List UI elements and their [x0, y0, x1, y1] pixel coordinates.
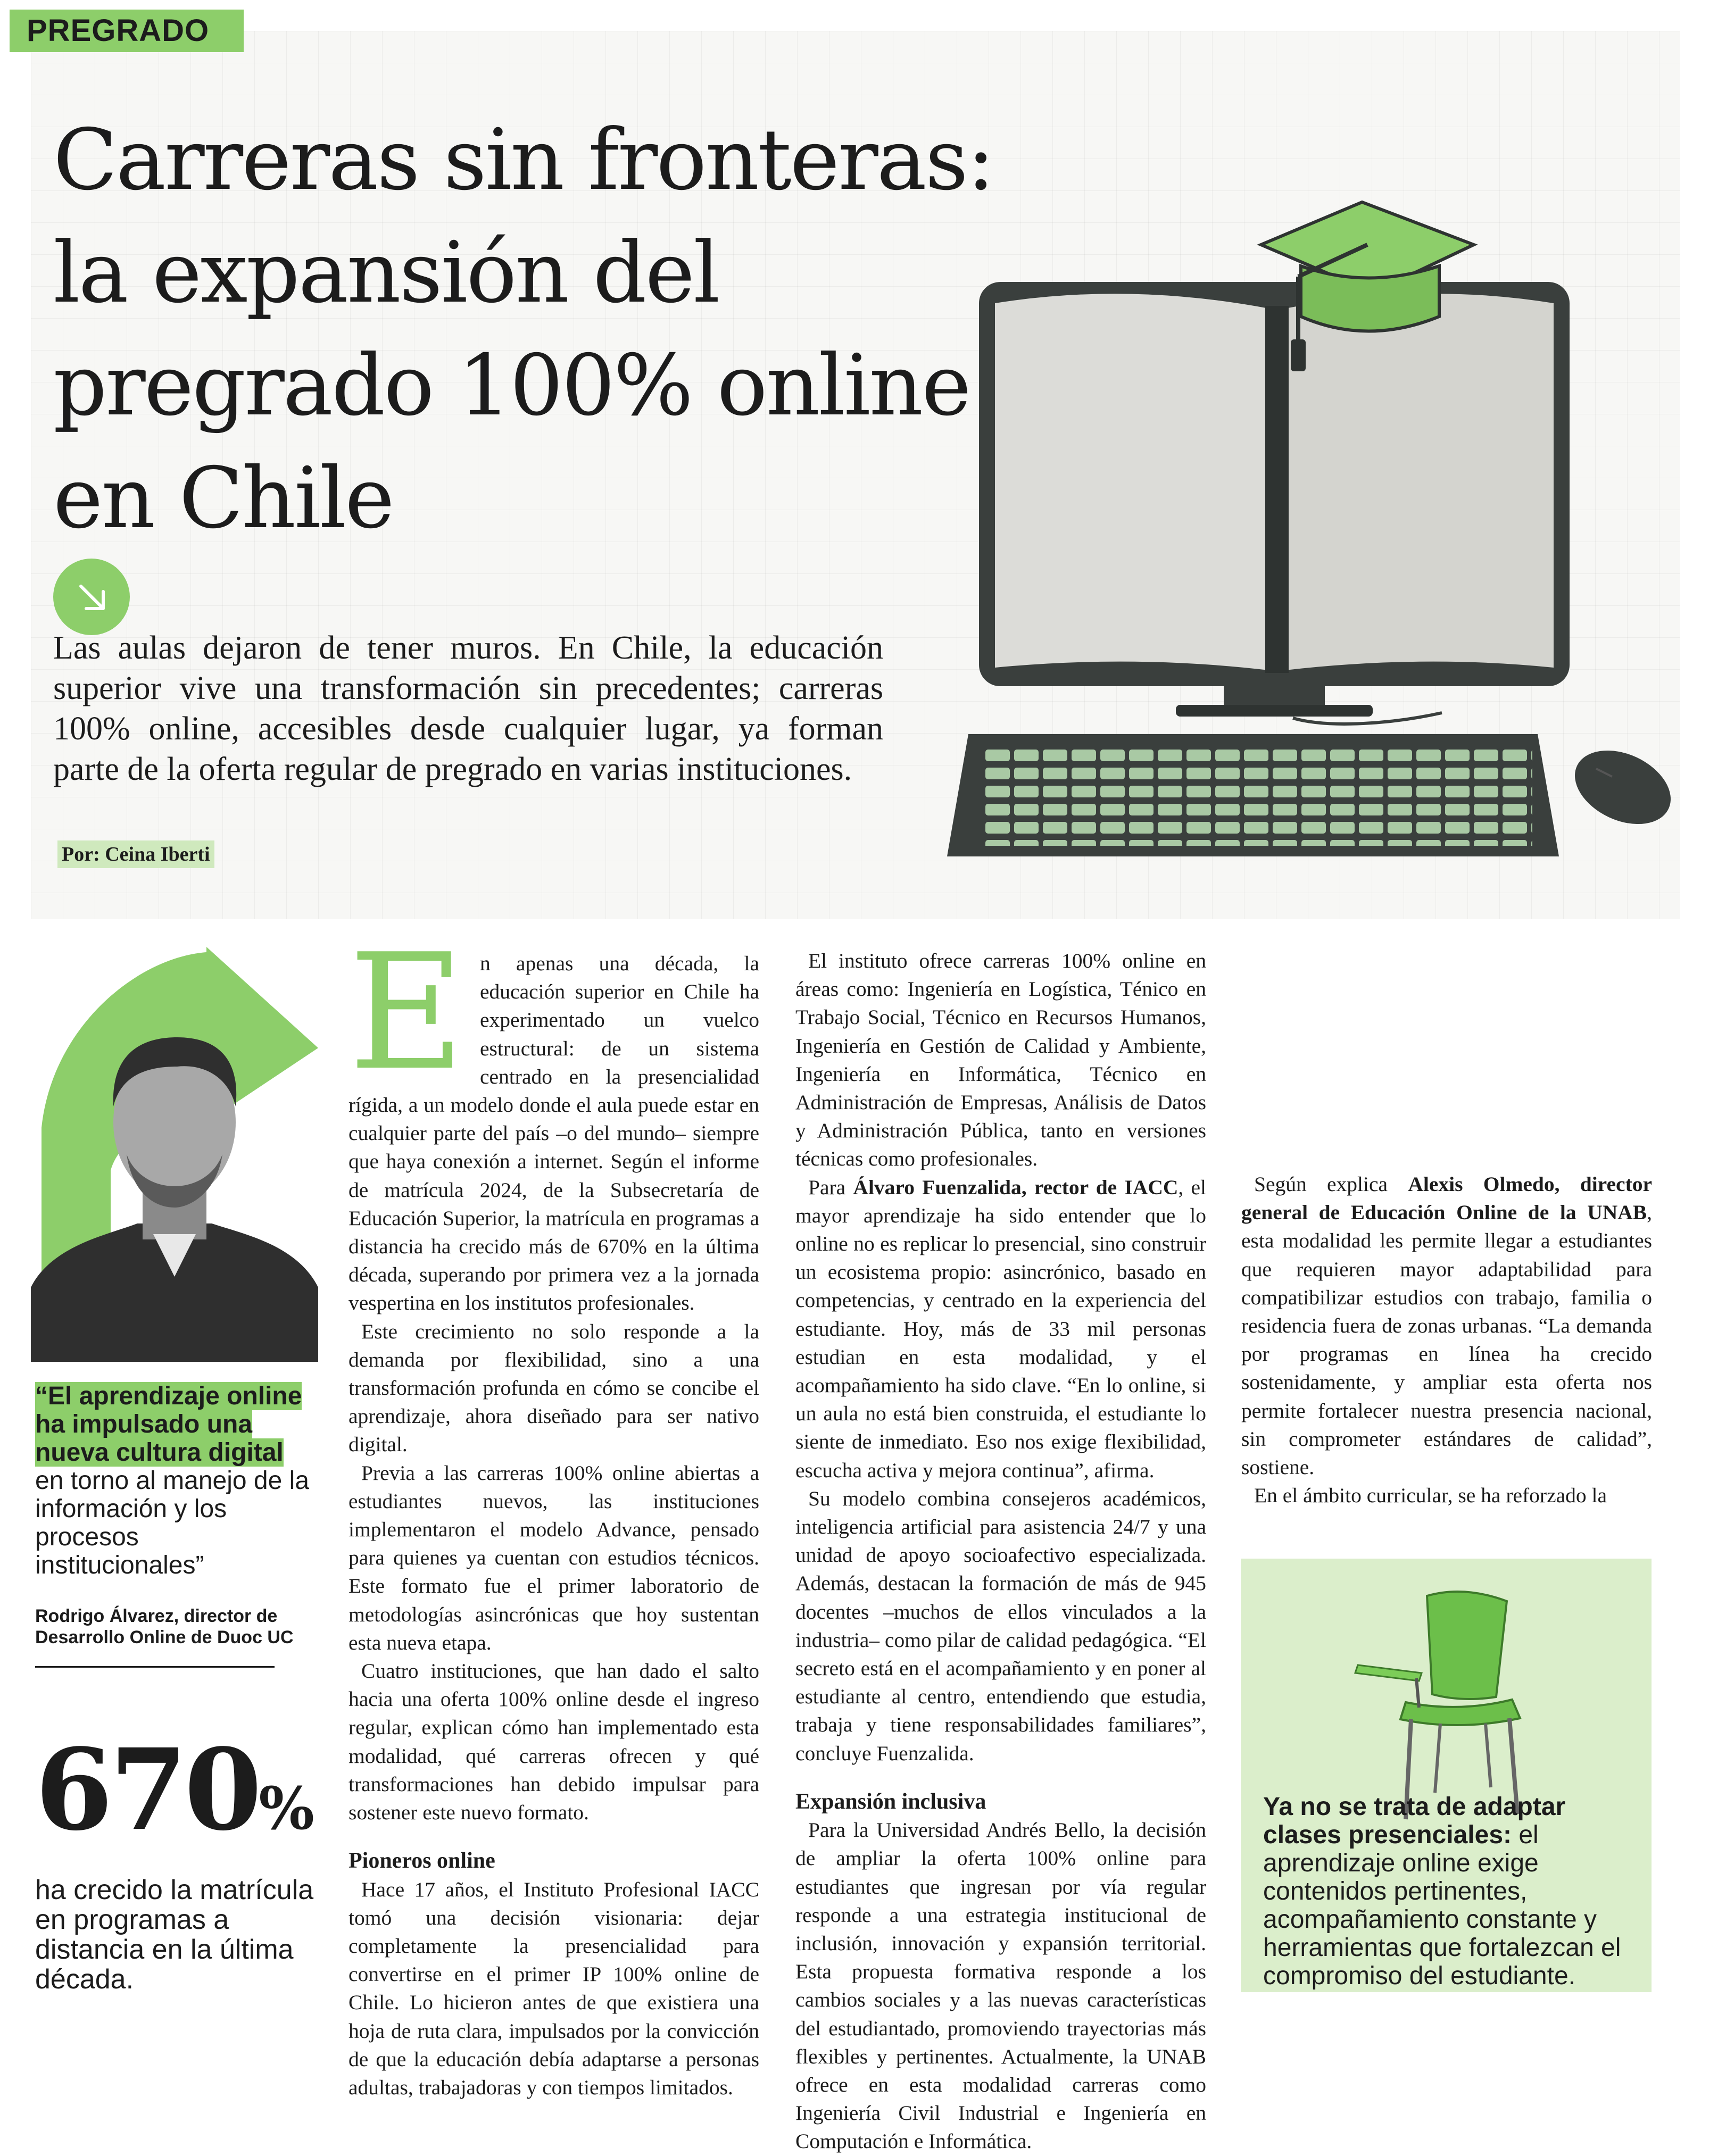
drop-cap: E: [348, 920, 465, 1105]
subheading-pioneros: Pioneros online: [348, 1849, 495, 1874]
section-tag: PREGRADO: [10, 10, 244, 52]
keyboard-icon: [947, 734, 1559, 856]
stat-value: 670: [35, 1724, 259, 1855]
article-paragraph: Este crecimiento no solo responde a la demanda por flexibilidad, sino a una transformación profunda en cómo se concibe el aprendizaje, ahora diseñado para ser nativo digital.: [348, 1319, 759, 1456]
article-paragraph: Su modelo combina consejeros académicos, inteligencia artificial para asistencia 24/7 y una unidad de apoyo socioafectivo especializada. Además, destacan la formación de más de 945 docentes –muchos de ellos vinculados a la industria– como pilar de calidad pedagógica. “El secreto está en el acompañamiento y en poner al estudiante al centro, entendiendo que estudia, trabaja y tiene responsabilidades familiares”, concluye Fuenzalida.: [795, 1486, 1206, 1765]
pull-quote-highlight: “El aprendizaje online ha impulsado una nueva cultura digital: [35, 1382, 302, 1467]
mouse-icon: [1563, 736, 1681, 839]
article-paragraph: Según explica Alexis Olmedo, director general de Educación Online de la UNAB, esta modalidad les permite llegar a estudiantes que requieren mayor adaptabilidad para compatibilizar estudios con trabajo, familia o residencia fuera de zonas urbanas. “La demanda por programas en línea ha crecido sostenidamente, y ampliar esta oferta nos permite fortalecer nuestra presencia nacional, sin comprometer estándares de calidad”, sostiene.: [1241, 1172, 1652, 1479]
sidebar: [31, 947, 318, 2000]
pull-quote: [35, 1382, 312, 1579]
chair-icon: [1326, 1580, 1571, 1825]
quote-author: Rodrigo Álvarez, director de Desarrollo Online de Duoc UC: [35, 1606, 294, 1647]
article-column-2: [795, 947, 1206, 2156]
stat-figure: [35, 1724, 314, 1864]
article-paragraph: Previa a las carreras 100% online abiertas a estudiantes nuevos, las instituciones implementaron el modelo Advance, pensado para quienes ya cuentan con estudios técnicos. Este formato fue el primer laboratorio de metodologías asincrónicas que hoy sustentan esta nueva etapa.: [348, 1461, 759, 1654]
subheading-expansion: Expansión inclusiva: [795, 1789, 986, 1814]
article-paragraph: Para la Universidad Andrés Bello, la decisión de ampliar la oferta 100% online para estudiantes que ingresan por vía regular responde a una estrategia institucional de inclusión, innovación y expansión territorial. Esta propuesta formativa responde a los cambios sociales y a las nuevas características del estudiantado, promoviendo trayectorias más flexibles y pertinentes. Actualmente, la UNAB ofrece en esta modalidad carreras como Ingeniería Civil Industrial e Ingeniería en Computación e Informática.: [795, 1818, 1206, 2153]
arrow-down-right-icon: [53, 559, 130, 635]
stat-unit: %: [259, 1774, 314, 1843]
lead-paragraph: Las aulas dejaron de tener muros. En Chile, la educación superior vive una transformación sin precedentes; carreras 100% online, accesibles desde cualquier lugar, ya forman parte de la oferta regular de pregrado en varias instituciones.: [53, 630, 883, 787]
computer-book-illustration: [926, 186, 1681, 856]
article-paragraph: En apenas una década, la educación superior en Chile ha experimentado un vuelco estructural: de un sistema centrado en la presencialidad rígida, a un modelo donde el aula puede estar en cualquier parte del país –o del mundo– siempre que haya conexión a internet. Según el informe de matrícula 2024, de la Subsecretaría de Educación Superior, la matrícula en programas a distancia ha crecido más de 670% en la última década, superando por primera vez a la jornada vespertina en los institutos profesionales.: [348, 920, 759, 1315]
pull-quote-rest: en torno al manejo de la información y los procesos institucionales”: [35, 1467, 310, 1579]
stat-caption: ha crecido la matrícula en programas a distancia en la última década.: [35, 1875, 314, 1995]
article-column-1: [348, 920, 759, 2102]
divider: [35, 1666, 275, 1668]
portrait-photo: [31, 947, 318, 1362]
article-paragraph: El instituto ofrece carreras 100% online en áreas como: Ingeniería en Logística, Ténico en Trabajo Social, Técnico en Recursos Humanos, Ingeniería en Gestión de Calidad y Ambiente, Ingeniería en Informática, Técnico en Administración de Empresas, Análisis de Datos y Administración Pública, tanto en versiones técnicas como profesionales.: [795, 949, 1206, 1171]
byline: Por: Ceina Iberti: [57, 840, 214, 868]
callout-text: Ya no se trata de adaptar clases presenciales: el aprendizaje online exige contenidos pertinentes, acompañamiento constante y herramientas que fortalezcan el compromiso del estudiante.: [1263, 1793, 1621, 1990]
article-paragraph: Cuatro instituciones, que han dado el salto hacia una oferta 100% online desde el ingreso regular, explican cómo han implementado esta modalidad, qué carreras ofrecen y qué transformaciones han debido impulsar para sostener este nuevo formato.: [348, 1659, 759, 1825]
headline: Carreras sin fronteras: la expansión del pregrado 100% online en Chile: [53, 111, 994, 547]
article-paragraph: En el ámbito curricular, se ha reforzado la: [1254, 1484, 1607, 1508]
article-paragraph: Hace 17 años, el Instituto Profesional IACC tomó una decisión visionaria: dejar completamente la presencialidad para convertirse en el primer IP 100% online de Chile. Lo hicieron antes de que existiera una hoja de ruta clara, impulsados por la convicción de que la educación debía adaptarse a personas adultas, trabajadoras y con tiempos limitados.: [348, 1877, 759, 2099]
article-column-3: [1241, 1170, 1652, 1510]
monitor-icon: [979, 282, 1570, 724]
article-paragraph: Para Álvaro Fuenzalida, rector de IACC, el mayor aprendizaje ha sido entender que lo online no es replicar lo presencial, sino construir un ecosistema propio: asincrónico, basado en competencias, y centrado en la experiencia del estudiante. Hoy, más de 33 mil personas estudian en esta modalidad, y el acompañamiento ha sido clave. “En lo online, si un aula no está bien construida, el estudiante lo siente de inmediato. Eso nos exige flexibilidad, escucha activa y mejora continua”, afirma.: [795, 1175, 1207, 1482]
callout-box: [1241, 1559, 1652, 1992]
